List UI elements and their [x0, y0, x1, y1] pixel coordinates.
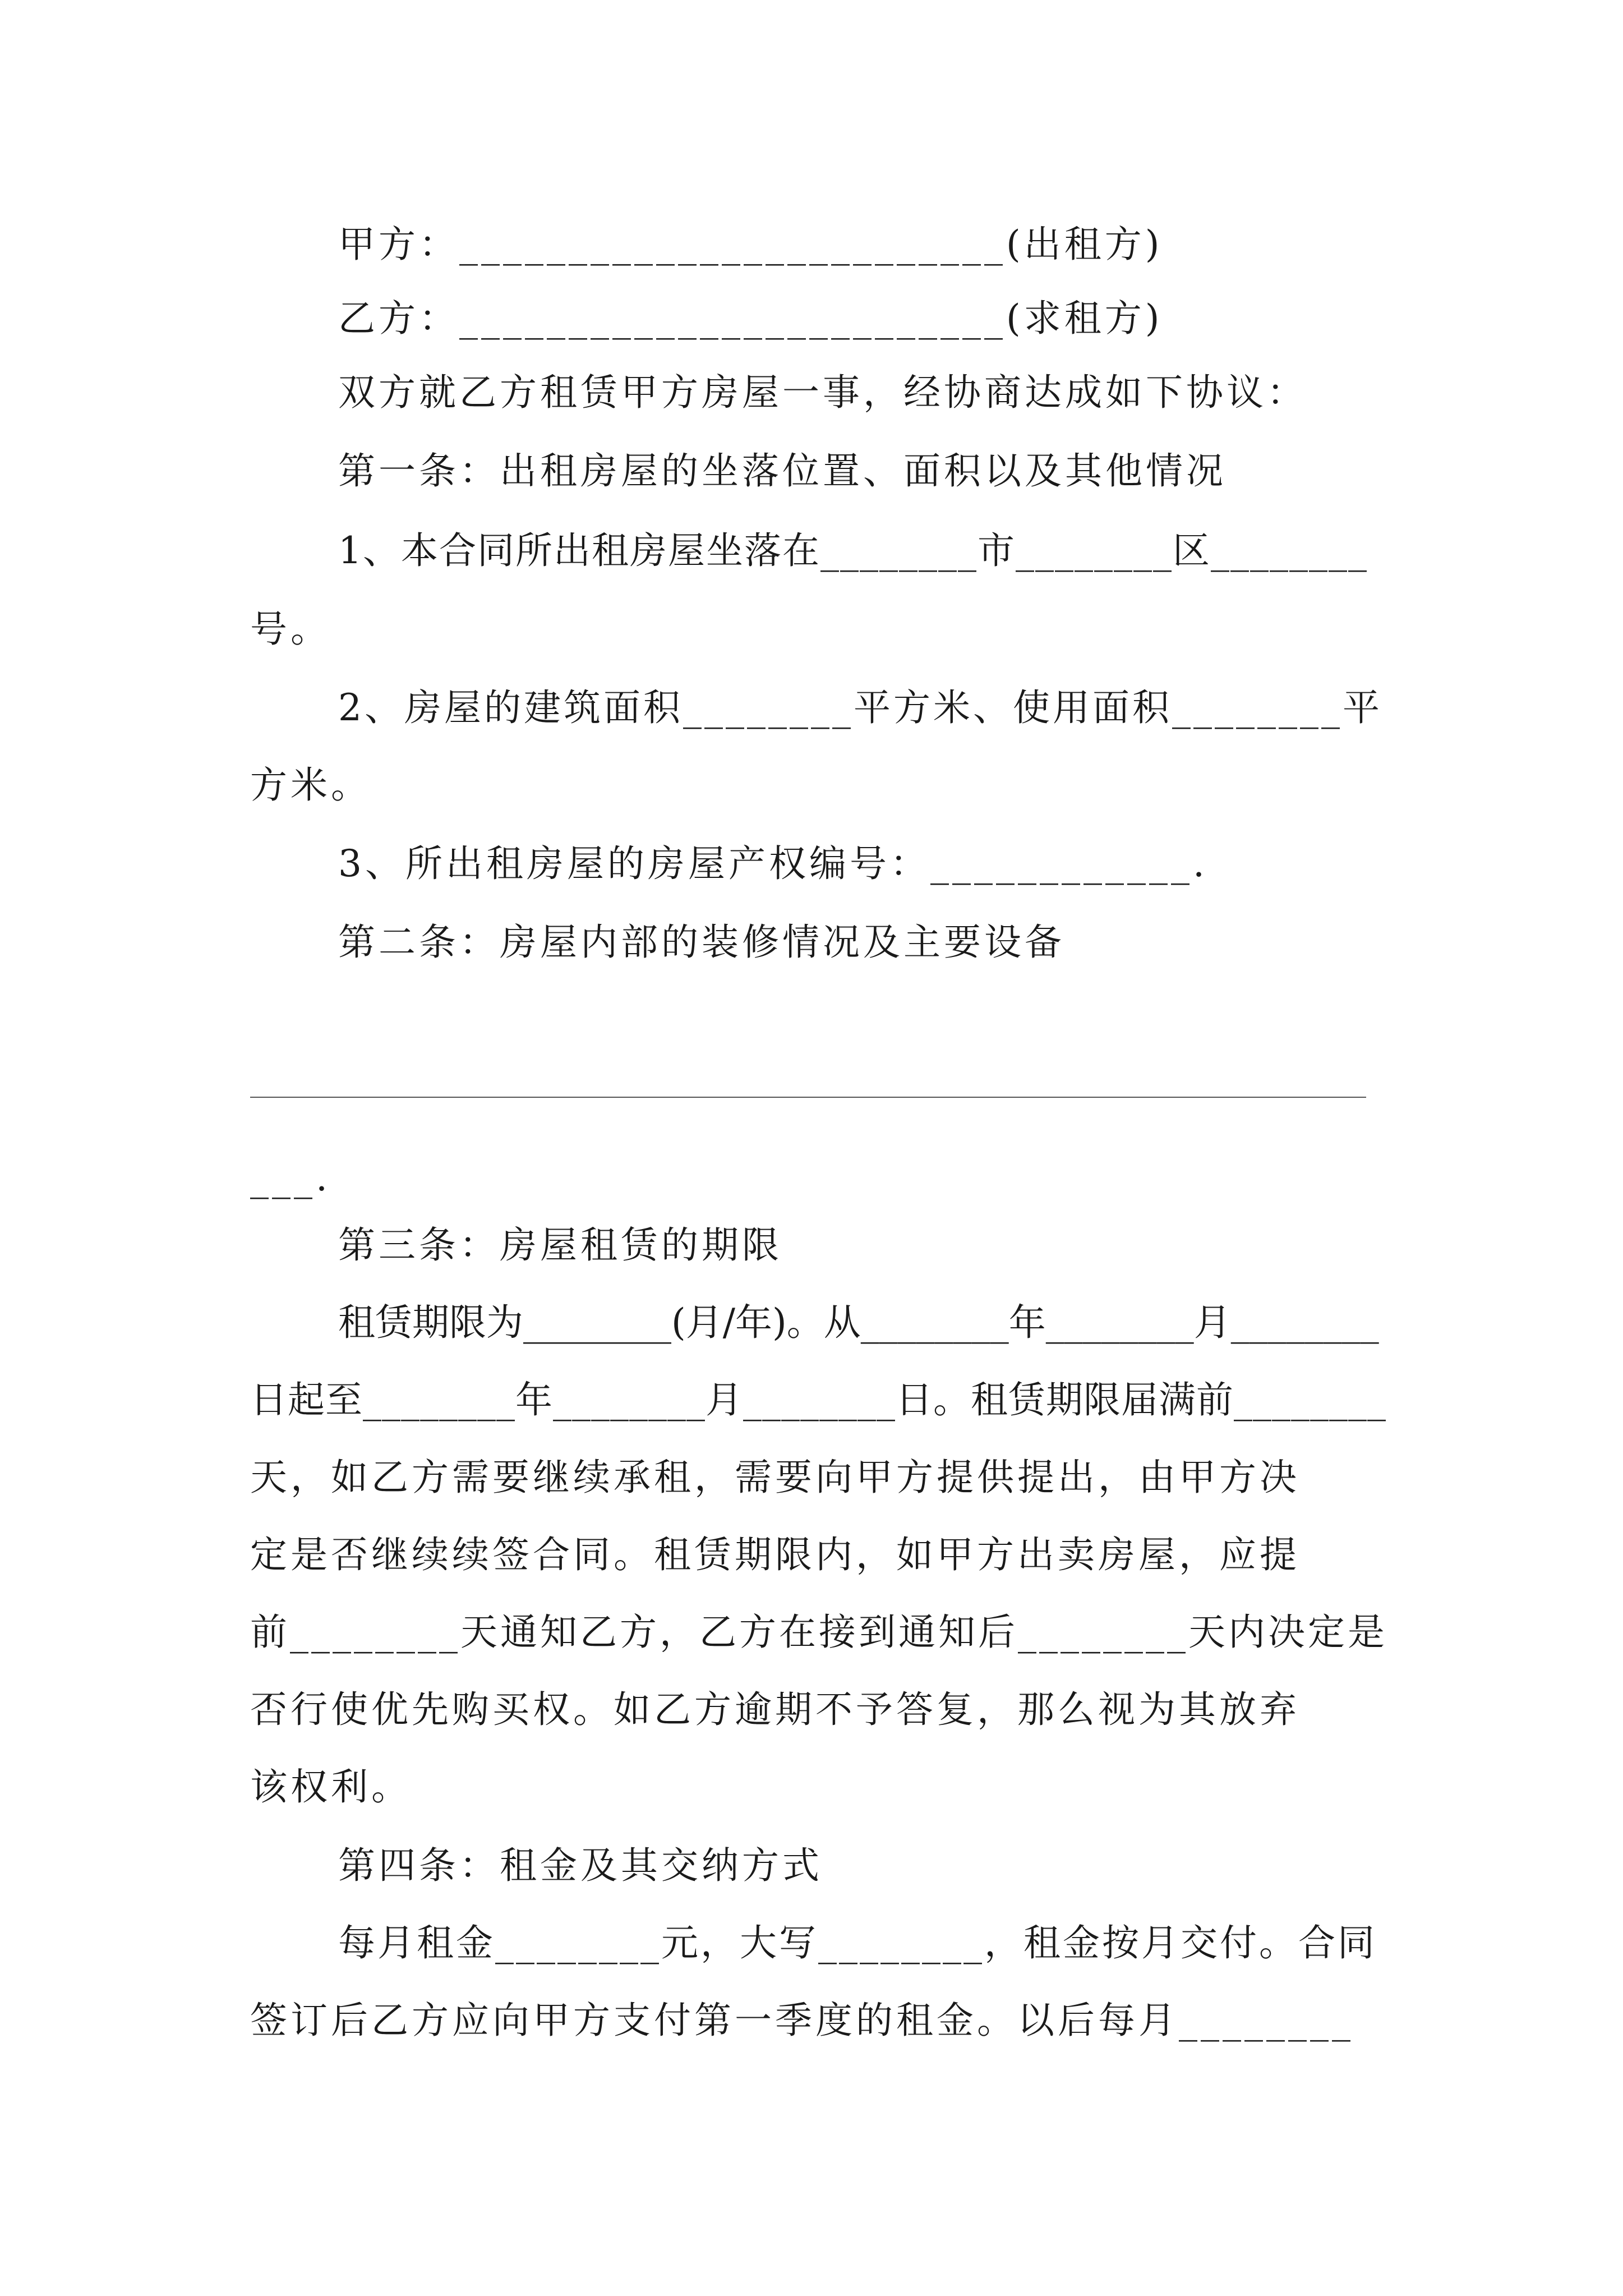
clause-1-2-line-1: 2、房屋的建筑面积________平方米、使用面积________平 — [338, 686, 1382, 729]
article-4-line-2: 签订后乙方应向甲方支付第一季度的租金。以后每月________ — [250, 1999, 1354, 2042]
clause-1-1-line-2: 号。 — [250, 608, 331, 651]
article-1-heading: 第一条：出租房屋的坐落位置、面积以及其他情况 — [338, 449, 1227, 493]
article-3-line-4: 定是否继续续签合同。租赁期限内，如甲方出卖房屋，应提 — [250, 1533, 1300, 1576]
clause-1-2-line-2: 方米。 — [250, 763, 371, 807]
fill-in-rule — [250, 1097, 1366, 1098]
article-3-line-3: 天，如乙方需要继续承租，需要向甲方提供提出，由甲方决 — [250, 1456, 1300, 1499]
agreement-intro: 双方就乙方租赁甲方房屋一事，经协商达成如下协议： — [338, 371, 1307, 414]
article-3-heading: 第三条：房屋租赁的期限 — [338, 1223, 782, 1267]
article-3-line-7: 该权利。 — [250, 1765, 412, 1809]
article-3-line-2: 日起至________年________月________日。租赁期限届满前________ — [250, 1378, 1386, 1421]
article-3-line-6: 否行使优先购买权。如乙方逾期不予答复，那么视为其放弃 — [250, 1688, 1300, 1731]
article-3-line-5: 前________天通知乙方，乙方在接到通知后________天内决定是 — [250, 1611, 1387, 1654]
clause-1-1-line-1: 1、本合同所出租房屋坐落在________市________区________ — [338, 529, 1368, 572]
clause-1-3: 3、所出租房屋的房屋产权编号：____________. — [338, 842, 1208, 885]
party-a-line: 甲方：_________________________(出租方) — [338, 223, 1163, 266]
article-3-line-1: 租赁期限为________(月/年)。从________年________月________ — [338, 1301, 1379, 1344]
article-4-line-1: 每月租金________元，大写________，租金按月交付。合同 — [338, 1921, 1377, 1964]
article-2-heading: 第二条：房屋内部的装修情况及主要设备 — [338, 921, 1065, 964]
fill-in-rule-end: ___. — [250, 1156, 331, 1199]
party-b-line: 乙方：_________________________(求租方) — [338, 297, 1163, 340]
article-4-heading: 第四条：租金及其交纳方式 — [338, 1844, 823, 1887]
